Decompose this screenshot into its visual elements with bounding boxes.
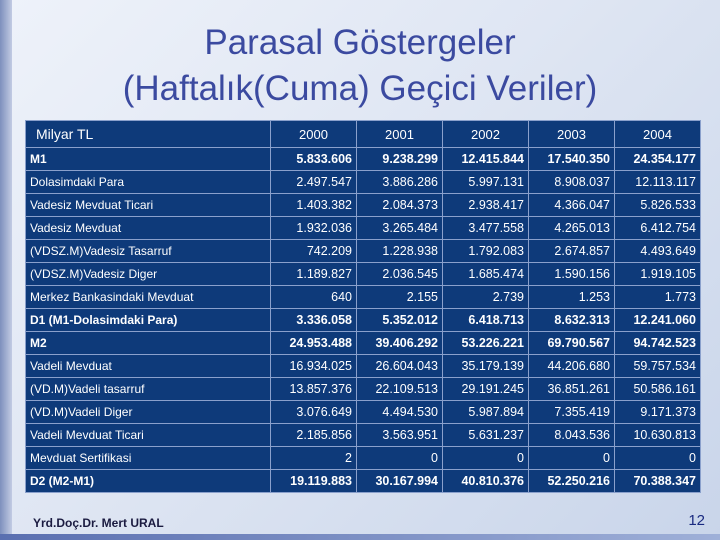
row-label: (VDSZ.M)Vadesiz Tasarruf (26, 240, 271, 263)
row-label: Vadeli Mevduat (26, 355, 271, 378)
page-number: 12 (688, 512, 705, 529)
monetary-indicators-table (25, 120, 701, 493)
table-cell: 12.415.844 (443, 148, 529, 171)
table-cell: 0 (529, 447, 615, 470)
table-cell: 3.886.286 (357, 171, 443, 194)
table-cell: 53.226.221 (443, 332, 529, 355)
table-cell: 2.084.373 (357, 194, 443, 217)
table-cell: 39.406.292 (357, 332, 443, 355)
table-cell: 4.494.530 (357, 401, 443, 424)
table-cell: 12.241.060 (615, 309, 701, 332)
table-cell: 1.932.036 (271, 217, 357, 240)
table-cell: 8.043.536 (529, 424, 615, 447)
bottom-decorative-bar (0, 534, 720, 540)
table-cell: 5.631.237 (443, 424, 529, 447)
row-label: (VD.M)Vadeli Diger (26, 401, 271, 424)
table-cell: 2 (271, 447, 357, 470)
table-cell: 5.826.533 (615, 194, 701, 217)
table-cell: 6.418.713 (443, 309, 529, 332)
year-header: 2003 (529, 121, 615, 148)
table-cell: 2.497.547 (271, 171, 357, 194)
table-row (26, 194, 701, 217)
row-label: Vadeli Mevduat Ticari (26, 424, 271, 447)
table-cell: 59.757.534 (615, 355, 701, 378)
table-cell: 5.997.131 (443, 171, 529, 194)
table-cell: 13.857.376 (271, 378, 357, 401)
table-cell: 50.586.161 (615, 378, 701, 401)
table-cell: 9.171.373 (615, 401, 701, 424)
row-label: Vadesiz Mevduat Ticari (26, 194, 271, 217)
table-cell: 19.119.883 (271, 470, 357, 493)
table-cell: 17.540.350 (529, 148, 615, 171)
table-cell: 0 (357, 447, 443, 470)
table-cell: 2.155 (357, 286, 443, 309)
table-row (26, 378, 701, 401)
table-row (26, 309, 701, 332)
table-cell: 16.934.025 (271, 355, 357, 378)
table-cell: 52.250.216 (529, 470, 615, 493)
row-label: (VDSZ.M)Vadesiz Diger (26, 263, 271, 286)
table-cell: 0 (443, 447, 529, 470)
table-cell: 12.113.117 (615, 171, 701, 194)
table-cell: 0 (615, 447, 701, 470)
table-row (26, 424, 701, 447)
table-cell: 4.493.649 (615, 240, 701, 263)
table-cell: 35.179.139 (443, 355, 529, 378)
row-label: M2 (26, 332, 271, 355)
table-cell: 29.191.245 (443, 378, 529, 401)
table-cell: 24.354.177 (615, 148, 701, 171)
table-cell: 640 (271, 286, 357, 309)
table-cell: 1.919.105 (615, 263, 701, 286)
table-cell: 3.477.558 (443, 217, 529, 240)
table-cell: 7.355.419 (529, 401, 615, 424)
table-row (26, 401, 701, 424)
table-row (26, 148, 701, 171)
table-cell: 2.938.417 (443, 194, 529, 217)
table-cell: 1.228.938 (357, 240, 443, 263)
row-label: Merkez Bankasindaki Mevduat (26, 286, 271, 309)
table-cell: 1.590.156 (529, 263, 615, 286)
table-row (26, 240, 701, 263)
title-line-2: (Haftalık(Cuma) Geçici Veriler) (122, 69, 598, 108)
year-header: 2002 (443, 121, 529, 148)
table-cell: 30.167.994 (357, 470, 443, 493)
table-cell: 3.336.058 (271, 309, 357, 332)
table-row (26, 171, 701, 194)
table-cell: 3.265.484 (357, 217, 443, 240)
row-label: (VD.M)Vadeli tasarruf (26, 378, 271, 401)
table-cell: 24.953.488 (271, 332, 357, 355)
table-cell: 94.742.523 (615, 332, 701, 355)
table-cell: 5.352.012 (357, 309, 443, 332)
table-cell: 69.790.567 (529, 332, 615, 355)
table-row (26, 286, 701, 309)
year-header: 2001 (357, 121, 443, 148)
table-cell: 70.388.347 (615, 470, 701, 493)
table-cell: 3.563.951 (357, 424, 443, 447)
unit-label: Milyar TL (26, 121, 271, 148)
table-row (26, 332, 701, 355)
author-footer: Yrd.Doç.Dr. Mert URAL (33, 516, 164, 530)
row-label: Mevduat Sertifikasi (26, 447, 271, 470)
table-body (26, 148, 701, 493)
table-row (26, 447, 701, 470)
table-row (26, 263, 701, 286)
table-cell: 3.076.649 (271, 401, 357, 424)
table-header-row (26, 121, 701, 148)
row-label: D1 (M1-Dolasimdaki Para) (26, 309, 271, 332)
table-cell: 742.209 (271, 240, 357, 263)
table-cell: 1.685.474 (443, 263, 529, 286)
table-cell: 40.810.376 (443, 470, 529, 493)
table-cell: 8.908.037 (529, 171, 615, 194)
table-cell: 5.987.894 (443, 401, 529, 424)
table-row (26, 470, 701, 493)
table-row (26, 217, 701, 240)
table-cell: 26.604.043 (357, 355, 443, 378)
table-cell: 9.238.299 (357, 148, 443, 171)
table-cell: 5.833.606 (271, 148, 357, 171)
table-cell: 36.851.261 (529, 378, 615, 401)
row-label: M1 (26, 148, 271, 171)
row-label: Dolasimdaki Para (26, 171, 271, 194)
table-cell: 2.674.857 (529, 240, 615, 263)
table-cell: 1.403.382 (271, 194, 357, 217)
year-header: 2000 (271, 121, 357, 148)
row-label: Vadesiz Mevduat (26, 217, 271, 240)
table-cell: 4.265.013 (529, 217, 615, 240)
table-cell: 2.036.545 (357, 263, 443, 286)
slide-title (0, 20, 720, 112)
table-row (26, 355, 701, 378)
table-cell: 1.792.083 (443, 240, 529, 263)
table-cell: 4.366.047 (529, 194, 615, 217)
table-cell: 8.632.313 (529, 309, 615, 332)
year-header: 2004 (615, 121, 701, 148)
table-cell: 6.412.754 (615, 217, 701, 240)
table-cell: 1.253 (529, 286, 615, 309)
table-cell: 1.189.827 (271, 263, 357, 286)
table-cell: 2.185.856 (271, 424, 357, 447)
table-cell: 2.739 (443, 286, 529, 309)
table-cell: 44.206.680 (529, 355, 615, 378)
table-cell: 1.773 (615, 286, 701, 309)
table-cell: 10.630.813 (615, 424, 701, 447)
row-label: D2 (M2-M1) (26, 470, 271, 493)
title-line-1: Parasal Göstergeler (204, 23, 516, 62)
table-cell: 22.109.513 (357, 378, 443, 401)
